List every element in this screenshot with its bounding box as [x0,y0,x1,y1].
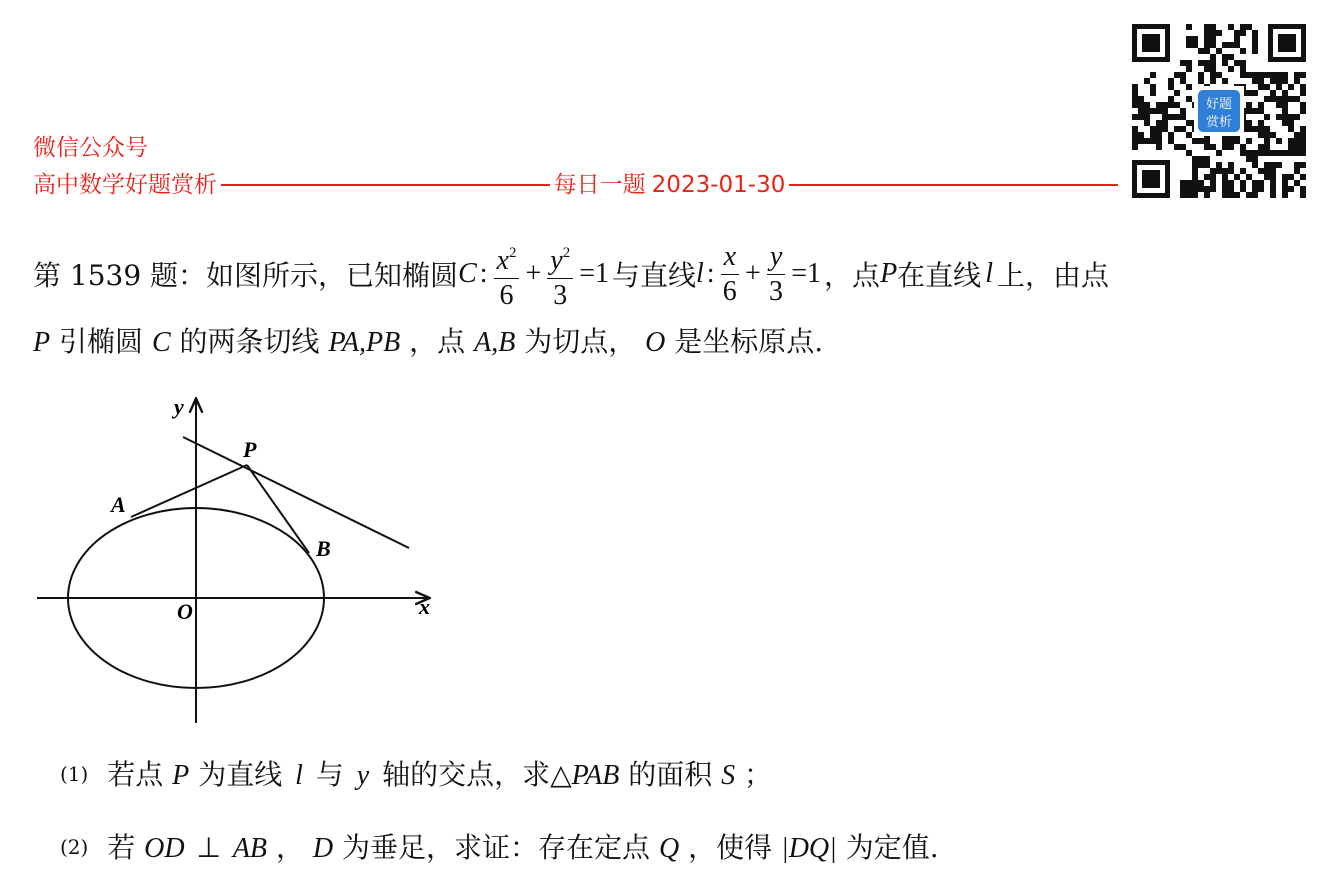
math-l: l [295,760,303,791]
question-number: (2) [60,835,89,859]
math-P: P [33,327,51,358]
frac-num: x [721,240,739,275]
frac-den: 3 [553,279,568,311]
problem-prefix: 第 1539 题：如图所示，已知椭圆 [33,259,459,292]
math-plus: + [525,258,542,289]
problem-text: 为切点， [524,325,637,358]
frac-den: 6 [722,275,737,307]
math-PA-PB: PA,PB [328,327,401,358]
q-text: ，使得 [688,831,773,864]
label-O: O [177,599,193,624]
math-D: D [312,833,334,864]
ellipse-figure [33,393,443,728]
tangent-PB [247,465,309,553]
q-text: 轴的交点，求△ [382,758,572,791]
math-P: P [880,258,898,289]
q-text: 若点 [107,758,164,791]
problem-text: 的两条切线 [179,325,320,358]
header-rule-left [221,184,550,186]
math-colon: : [706,258,715,289]
daily-label: 每日一题 [553,172,646,198]
line-l [183,437,409,548]
math-Q: Q [658,833,680,864]
wechat-label: 微信公众号 [33,135,148,161]
q-text: 与 [315,758,344,791]
q-text: 的面积 [628,758,713,791]
math-l: l [985,258,993,289]
exp: 2 [562,244,571,261]
math-AB: AB [232,833,268,864]
frac-den: 3 [769,275,784,307]
question-1 [60,753,772,793]
exp: 2 [508,244,517,261]
q-text: 为定值. [845,831,939,864]
frac-num: y [767,240,785,275]
q-text: 为直线 [198,758,283,791]
qr-code [1130,22,1308,200]
problem-text: ，点 [409,325,466,358]
label-P: P [243,437,257,462]
problem-line-2 [33,322,823,363]
q-text: 若 [107,831,136,864]
header-rule-right [789,184,1118,186]
frac-num: y [550,244,563,276]
math-DQ: |DQ| [781,833,837,864]
header-date: 2023-01-30 [651,172,786,198]
qr-badge-bottom: 赏析 [1205,115,1233,130]
math-ellipse-name: C [458,258,477,289]
q-text: ； [744,758,773,791]
label-y: y [174,394,184,419]
math-P: P [172,760,190,791]
tangent-PA [131,465,247,517]
frac-y-3 [767,240,785,309]
math-plus: + [745,258,761,289]
frac-num: x [496,244,509,276]
problem-on-line: 在直线 [897,259,982,292]
frac-x-6 [721,240,739,309]
math-equals: =1 [791,258,822,289]
math-y: y [356,760,370,791]
math-O: O [645,327,666,358]
label-A: A [111,492,126,517]
brand-name: 高中数学好题赏析 [33,172,217,198]
label-x: x [419,594,430,619]
math-S: S [721,760,736,791]
label-B: B [316,536,331,561]
math-perp: ⊥ [196,833,221,864]
q-text: ， [275,831,304,864]
question-number: (1) [60,762,89,786]
problem-after: ，点 [824,259,881,292]
frac-y2-3 [547,236,573,313]
math-OD: OD [144,833,185,864]
header-banner [33,171,1118,199]
math-equals: =1 [579,258,609,289]
problem-text: 引椭圆 [59,325,144,358]
qr-badge-top: 好题 [1205,97,1233,112]
math-A-B: A,B [474,327,516,358]
frac-den: 6 [499,279,514,311]
q-text: 为垂足，求证：存在定点 [342,831,651,864]
question-2 [60,826,939,866]
frac-x2-6 [494,236,520,313]
problem-tail: 上，由点 [996,259,1109,292]
math-PAB: PAB [571,760,620,791]
problem-mid: 与直线 [612,259,697,292]
math-line-name: l [696,258,704,289]
math-C: C [151,327,171,358]
problem-text: 是坐标原点. [674,325,824,358]
problem-line-1 [33,238,1109,310]
math-colon: : [479,258,488,289]
